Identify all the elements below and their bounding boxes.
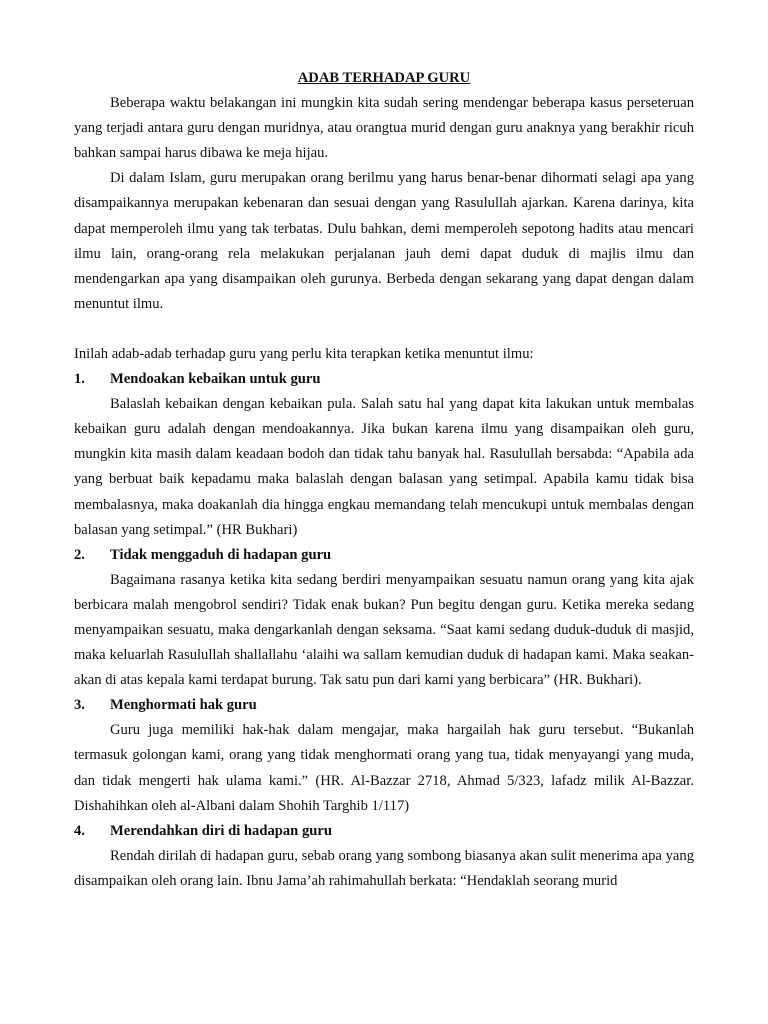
intro-paragraph-1: Beberapa waktu belakangan ini mungkin kita sudah sering mendengar beberapa kasus perseteruan yang terjadi antara guru dengan muridnya, atau orangtua murid dengan guru anaknya yang berakhir ricuh bahkan sampai harus dibawa ke meja hijau. xyxy=(74,95,694,162)
list-item-heading-text: Mendoakan kebaikan untuk guru xyxy=(110,371,321,388)
list-item-heading-text: Menghormati hak guru xyxy=(110,697,257,714)
list-item-heading-2 xyxy=(74,543,694,568)
list-item-number: 3. xyxy=(74,697,85,714)
paragraph-spacer xyxy=(74,317,694,342)
list-item-body-2: Bagaimana rasanya ketika kita sedang berdiri menyampaikan sesuatu namun orang yang kita ajak berbicara malah mengobrol sendiri? Tidak enak bukan? Pun begitu dengan guru. Ketika mereka sedang menyampaikan sesuatu, maka dengarkanlah dengan seksama. “Saat kami sedang duduk-duduk di masjid, maka keluarlah Rasulullah shallallahu ‘alaihi wa sallam kemudian duduk di hadapan kami. Maka seakan-akan di atas kepala kami terdapat burung. Tak satu pun dari kami yang berbicara” (HR. Bukhari). xyxy=(74,571,694,689)
list-item-number: 2. xyxy=(74,546,85,563)
list-item-heading-1 xyxy=(74,367,694,392)
list-item-body-3: Guru juga memiliki hak-hak dalam mengajar, maka hargailah hak guru tersebut. “Bukanlah termasuk golongan kami, orang yang tidak menghormati orang yang tua, tidak menyayangi yang muda, dan tidak mengerti hak ulama kami.” (HR. Al-Bazzar 2718, Ahmad 5/323, lafadz milik Al-Bazzar. Dishahihkan oleh al-Albani dalam Shohih Targhib 1/117) xyxy=(74,722,694,814)
list-intro: Inilah adab-adab terhadap guru yang perlu kita terapkan ketika menuntut ilmu: xyxy=(74,345,534,362)
list-item-heading-4 xyxy=(74,819,694,844)
list-item-number: 1. xyxy=(74,371,85,388)
list-item-heading-text: Merendahkan diri di hadapan guru xyxy=(110,822,332,839)
list-item-body-1: Balaslah kebaikan dengan kebaikan pula. Salah satu hal yang dapat kita lakukan untuk membalas kebaikan guru adalah dengan mendoakannya. Jika bukan karena ilmu yang disampaikan oleh guru, mungkin kita masih dalam keadaan bodoh dan tidak tahu banyak hal. Rasulullah bersabda: “Apabila ada yang berbuat baik kepadamu maka balaslah dengan balasan yang setimpal. Apabila kamu tidak bisa membalasnya, maka doakanlah dia hingga engkau memandang telah mencukupi untuk membalas dengan balasan yang setimpal.” (HR Bukhari) xyxy=(74,396,694,538)
intro-paragraph-2: Di dalam Islam, guru merupakan orang berilmu yang harus benar-benar dihormati selagi apa yang disampaikannya merupakan kebenaran dan sesuai dengan yang Rasulullah ajarkan. Karena darinya, kita dapat memperoleh ilmu yang tak terbatas. Dulu bahkan, demi memperoleh sepotong hadits atau mencari ilmu lain, orang-orang rela melakukan perjalanan jauh demi dapat duduk di majlis ilmu dan mendengarkan apa yang disampaikan oleh gurunya. Berbeda dengan sekarang yang dapat dengan dalam menuntut ilmu. xyxy=(74,170,694,312)
document-title: ADAB TERHADAP GURU xyxy=(297,70,471,86)
list-item-heading-text: Tidak menggaduh di hadapan guru xyxy=(110,546,332,563)
list-item-number: 4. xyxy=(74,822,85,839)
document-page xyxy=(74,66,694,894)
list-item-body-4: Rendah dirilah di hadapan guru, sebab orang yang sombong biasanya akan sulit menerima apa yang disampaikan oleh orang lain. Ibnu Jama’ah rahimahullah berkata: “Hendaklah seorang murid xyxy=(74,847,694,889)
list-item-heading-3 xyxy=(74,693,694,718)
